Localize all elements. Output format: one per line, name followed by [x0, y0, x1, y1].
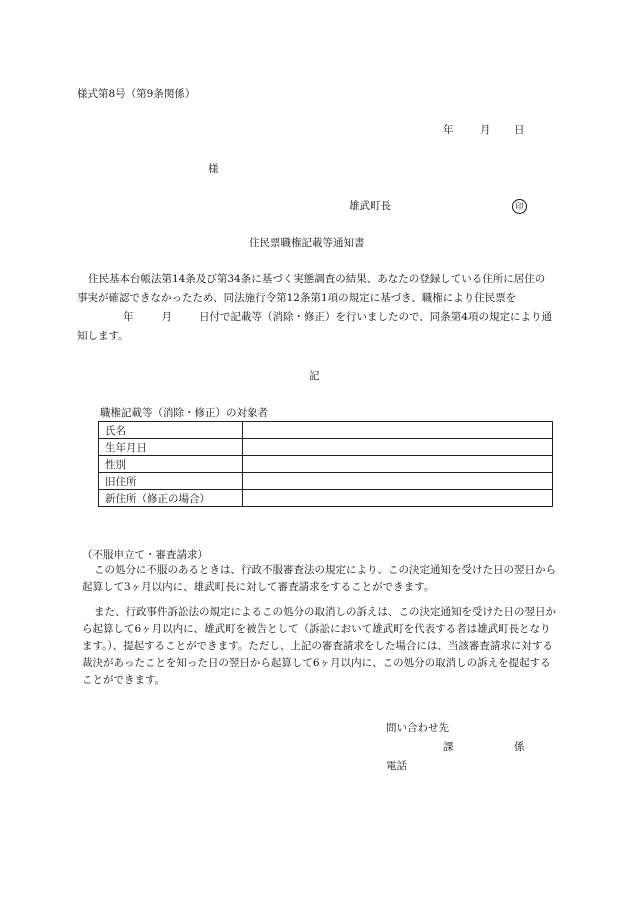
body-month: 月 — [161, 311, 172, 323]
table-row — [99, 422, 553, 439]
addressee-suffix: 様 — [208, 163, 219, 175]
body-year: 年 — [123, 311, 134, 323]
appeal-paragraph-2: また、行政事件訴訟法の規定によるこの処分の取消しの訴えは、この決定通知を受けた日の翌日から起算して6ヶ月以内に、雄武町を被告として（訴訟において雄武町を代表する者は雄武町長となります。）、提起することができます。ただし、上記の審査請求をした場合には、当該審査請求に対する裁決があったことを知った日の翌日から起算して6ヶ月以内に、この処分の取消しの訴えを提起することができます。 — [82, 606, 556, 686]
row-value — [243, 439, 553, 456]
row-label: 性別 — [99, 456, 243, 473]
appeal-paragraph-1: この処分に不服のあるときは、行政不服審査法の規定により、この決定通知を受けた日の翌日から起算して3ヶ月以内に、雄武町長に対して審査請求をすることができます。 — [82, 564, 556, 593]
date-year: 年 — [443, 124, 454, 136]
form-number: 様式第8号（第9条関係） — [77, 88, 196, 100]
row-label: 生年月日 — [99, 439, 243, 456]
body-part2: 日付で記載等（消除・修正）を行いましたので、同条第4項の規定により通知します。 — [77, 311, 552, 342]
row-value — [243, 456, 553, 473]
body-paragraph — [77, 270, 555, 346]
contact-unit: 係 — [514, 741, 525, 753]
row-value — [243, 473, 553, 490]
row-label: 新住所（修正の場合） — [99, 490, 243, 507]
row-label: 旧住所 — [99, 473, 243, 490]
ki-marker: 記 — [309, 370, 320, 382]
row-value — [243, 422, 553, 439]
date-month: 月 — [480, 124, 491, 136]
row-value — [243, 490, 553, 507]
table-row — [99, 456, 553, 473]
body-part1: 住民基本台帳法第14条及び第34条に基づく実態調査の結果、あなたの登録している住所に居住の事実が確認できなかったため、同法施行令第12条第1項の規定に基づき、職権により住民票を — [77, 273, 546, 304]
contact-phone: 電話 — [386, 760, 407, 772]
subject-table — [98, 421, 553, 507]
seal-mark: 印 — [512, 199, 527, 214]
appeal-heading: （不服申立て・審査請求） — [82, 549, 208, 561]
table-row — [99, 439, 553, 456]
table-caption: 職権記載等（消除・修正）の対象者 — [100, 407, 268, 419]
contact-label: 問い合わせ先 — [386, 722, 449, 734]
table-row — [99, 473, 553, 490]
table-row — [99, 490, 553, 507]
document-title: 住民票職権記載等通知書 — [249, 237, 365, 249]
contact-section: 課 — [443, 741, 454, 753]
row-label: 氏名 — [99, 422, 243, 439]
sender-name: 雄武町長 — [349, 200, 391, 212]
date-day: 日 — [514, 124, 525, 136]
